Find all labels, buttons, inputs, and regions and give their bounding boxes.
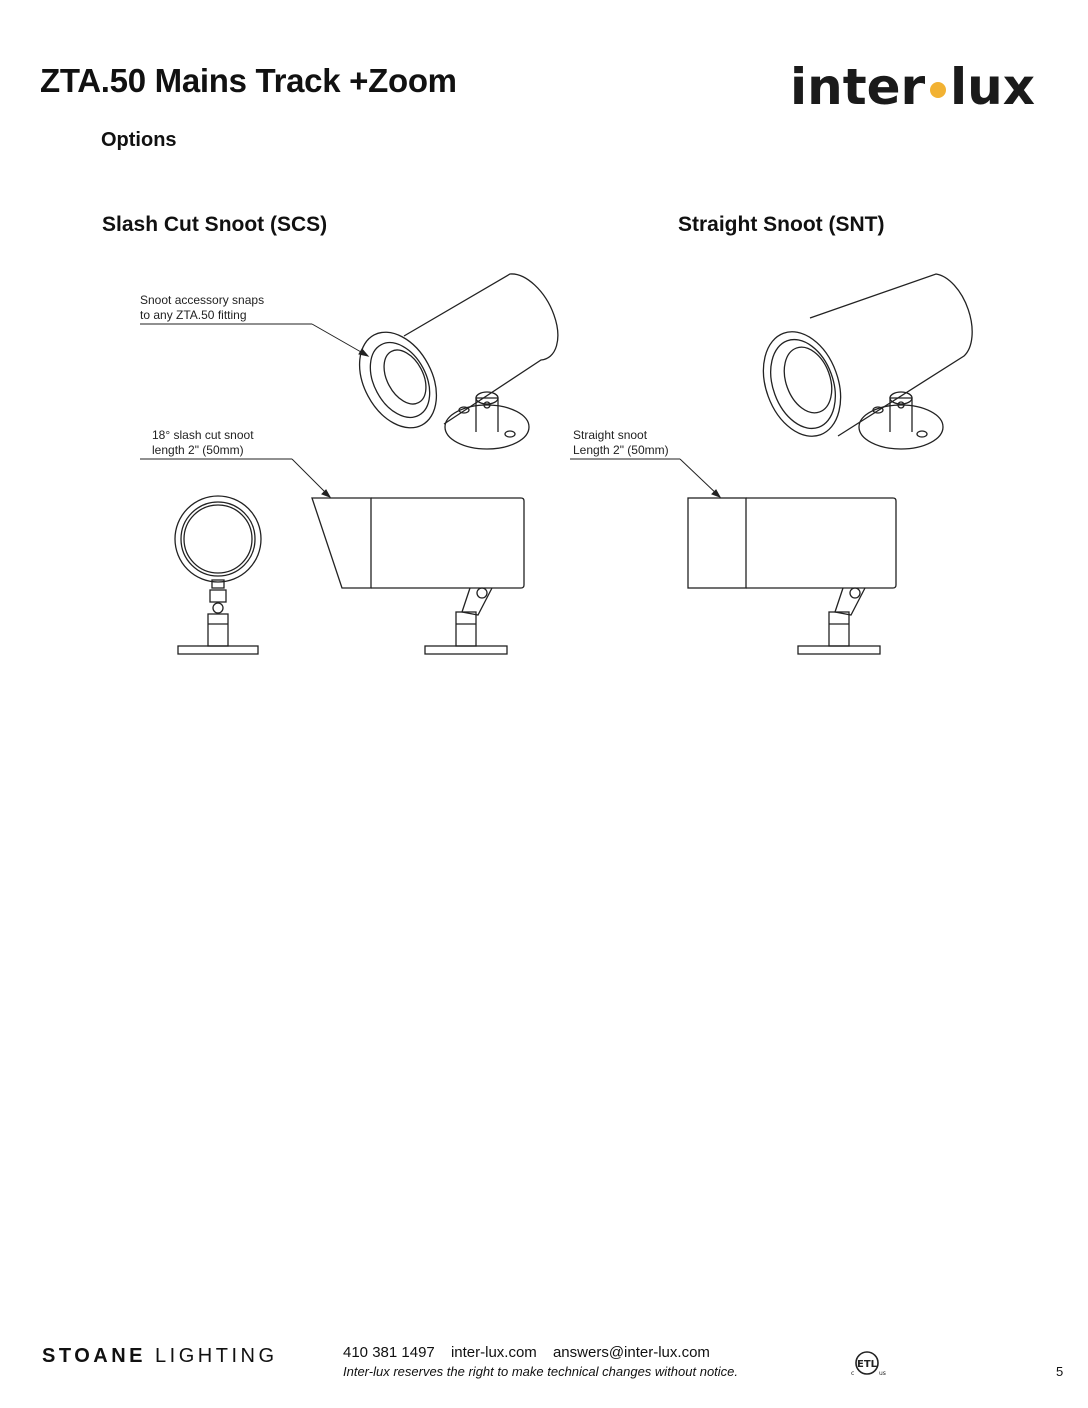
svg-text:ETL: ETL (856, 1359, 878, 1370)
footer-contact (343, 1344, 722, 1361)
scs-leader-length (140, 459, 330, 497)
page-title: ZTA.50 Mains Track +Zoom (40, 62, 457, 99)
svg-text:c: c (851, 1370, 855, 1377)
logo-text-left: inter (790, 58, 926, 116)
stoane-lighting-brand: STOANE LIGHTING (42, 1345, 278, 1367)
snt-side-view (688, 498, 896, 654)
footer-email-link[interactable]: answers@inter-lux.com (552, 1344, 710, 1361)
scs-leader-snap (140, 324, 368, 356)
svg-text:us: us (879, 1370, 886, 1377)
etl-certification-icon (846, 1348, 888, 1378)
snt-isometric-fitting (750, 274, 972, 449)
snt-leader-length (570, 459, 720, 497)
technical-drawings (0, 0, 1088, 700)
footer-disclaimer: Inter-lux reserves the right to make technical changes without notice. (343, 1364, 739, 1379)
scs-side-view (312, 498, 524, 654)
page-number: 5 (1056, 1364, 1064, 1379)
footer-phone[interactable]: 410 381 1497 (343, 1344, 435, 1361)
logo-text-right: lux (950, 58, 1035, 116)
scs-callout-snap: Snoot accessory snaps to any ZTA.50 fitting (140, 293, 265, 322)
snt-heading: Straight Snoot (SNT) (678, 213, 885, 236)
scs-callout-length: 18° slash cut snoot length 2" (50mm) (152, 428, 254, 457)
footer-website-link[interactable]: inter-lux.com (450, 1344, 537, 1361)
snt-callout-length: Straight snoot Length 2" (50mm) (573, 428, 669, 457)
scs-heading: Slash Cut Snoot (SCS) (102, 213, 328, 236)
scs-isometric-fitting (344, 274, 558, 449)
options-heading: Options (101, 129, 177, 151)
scs-front-view (175, 496, 261, 654)
